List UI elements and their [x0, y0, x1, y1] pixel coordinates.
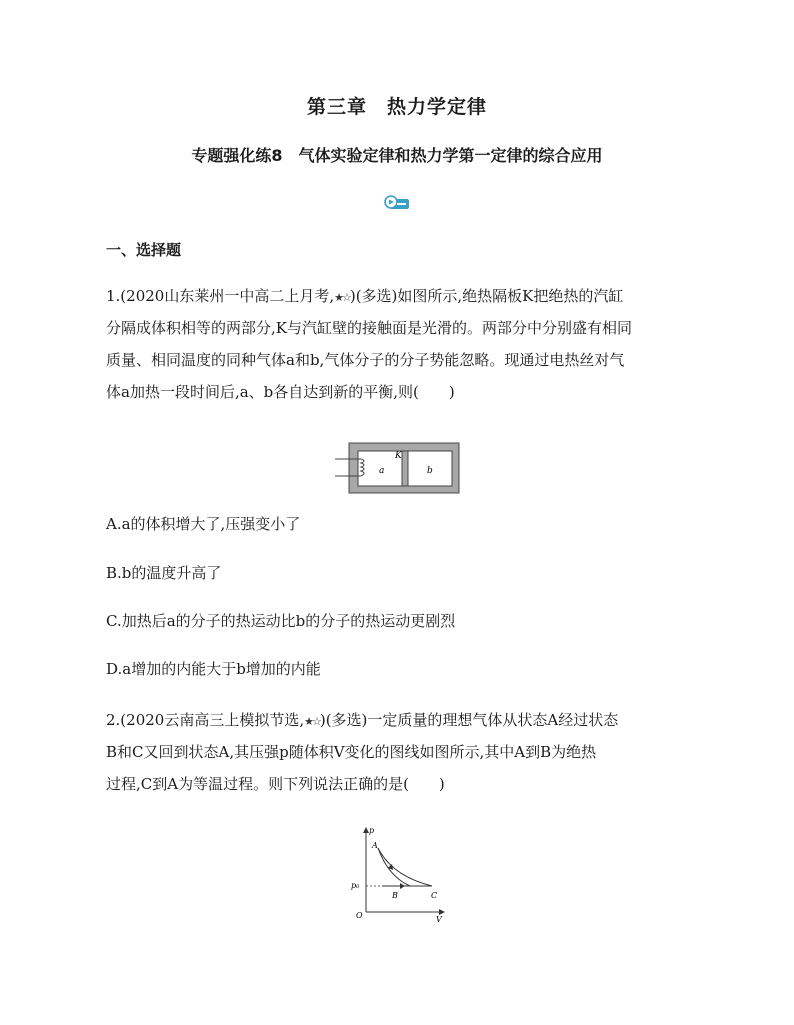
arrow-b-to-c	[400, 883, 405, 889]
section-heading: 一、选择题	[106, 241, 182, 259]
option-d: D.a增加的内能大于b增加的内能	[106, 660, 321, 678]
partition-K	[402, 451, 408, 486]
question-1-source: 1.(2020山东莱州一中高二上月考,	[106, 287, 335, 305]
question-1-line-4: 体a加热一段时间后,a、b各自达到新的平衡,则( )	[106, 383, 455, 401]
curve-c-to-a	[378, 848, 432, 886]
video-explanation-icon[interactable]	[384, 195, 410, 211]
point-c-label: C	[431, 891, 438, 900]
question-1-stem	[106, 280, 706, 408]
pv-diagram	[348, 824, 448, 924]
option-a: A.a的体积增大了,压强变小了	[106, 515, 301, 533]
question-2-line-1: )(多选)一定质量的理想气体从状态A经过状态	[319, 711, 619, 729]
point-b-label: B	[392, 891, 398, 900]
question-1-line-2: 分隔成体积相等的两部分,K与汽缸壁的接触面是光滑的。两部分中分别盛有相同	[106, 319, 632, 337]
p0-label: p₀	[351, 881, 360, 890]
option-c: C.加热后a的分子的热运动比b的分子的热运动更剧烈	[106, 612, 456, 630]
question-2-stem	[106, 704, 706, 800]
label-a: a	[379, 466, 385, 476]
label-b: b	[427, 466, 433, 476]
v-axis-label: V	[436, 915, 442, 924]
point-a-label: A	[372, 841, 378, 850]
curve-a-to-b	[378, 848, 410, 886]
difficulty-stars-icon: ★☆	[304, 715, 320, 728]
question-1-line-1: )(多选)如图所示,绝热隔板K把绝热的汽缸	[349, 287, 624, 305]
question-2-line-3: 过程,C到A为等温过程。则下列说法正确的是( )	[106, 775, 445, 793]
difficulty-stars-icon: ★☆	[334, 291, 350, 304]
p-axis-label: p	[369, 826, 375, 835]
origin-label: O	[356, 911, 363, 920]
cylinder-figure	[335, 442, 460, 494]
chapter-title: 第三章 热力学定律	[306, 96, 487, 118]
label-K: K	[395, 451, 402, 461]
topic-title: 专题强化练8 气体实验定律和热力学第一定律的综合应用	[191, 146, 603, 165]
option-b: B.b的温度升高了	[106, 564, 222, 582]
question-2-line-2: B和C又回到状态A,其压强p随体积V变化的图线如图所示,其中A到B为绝热	[106, 743, 597, 761]
question-2-source: 2.(2020云南高三上模拟节选,	[106, 711, 305, 729]
question-1-line-3: 质量、相同温度的同种气体a和b,气体分子的分子势能忽略。现通过电热丝对气	[106, 351, 625, 369]
